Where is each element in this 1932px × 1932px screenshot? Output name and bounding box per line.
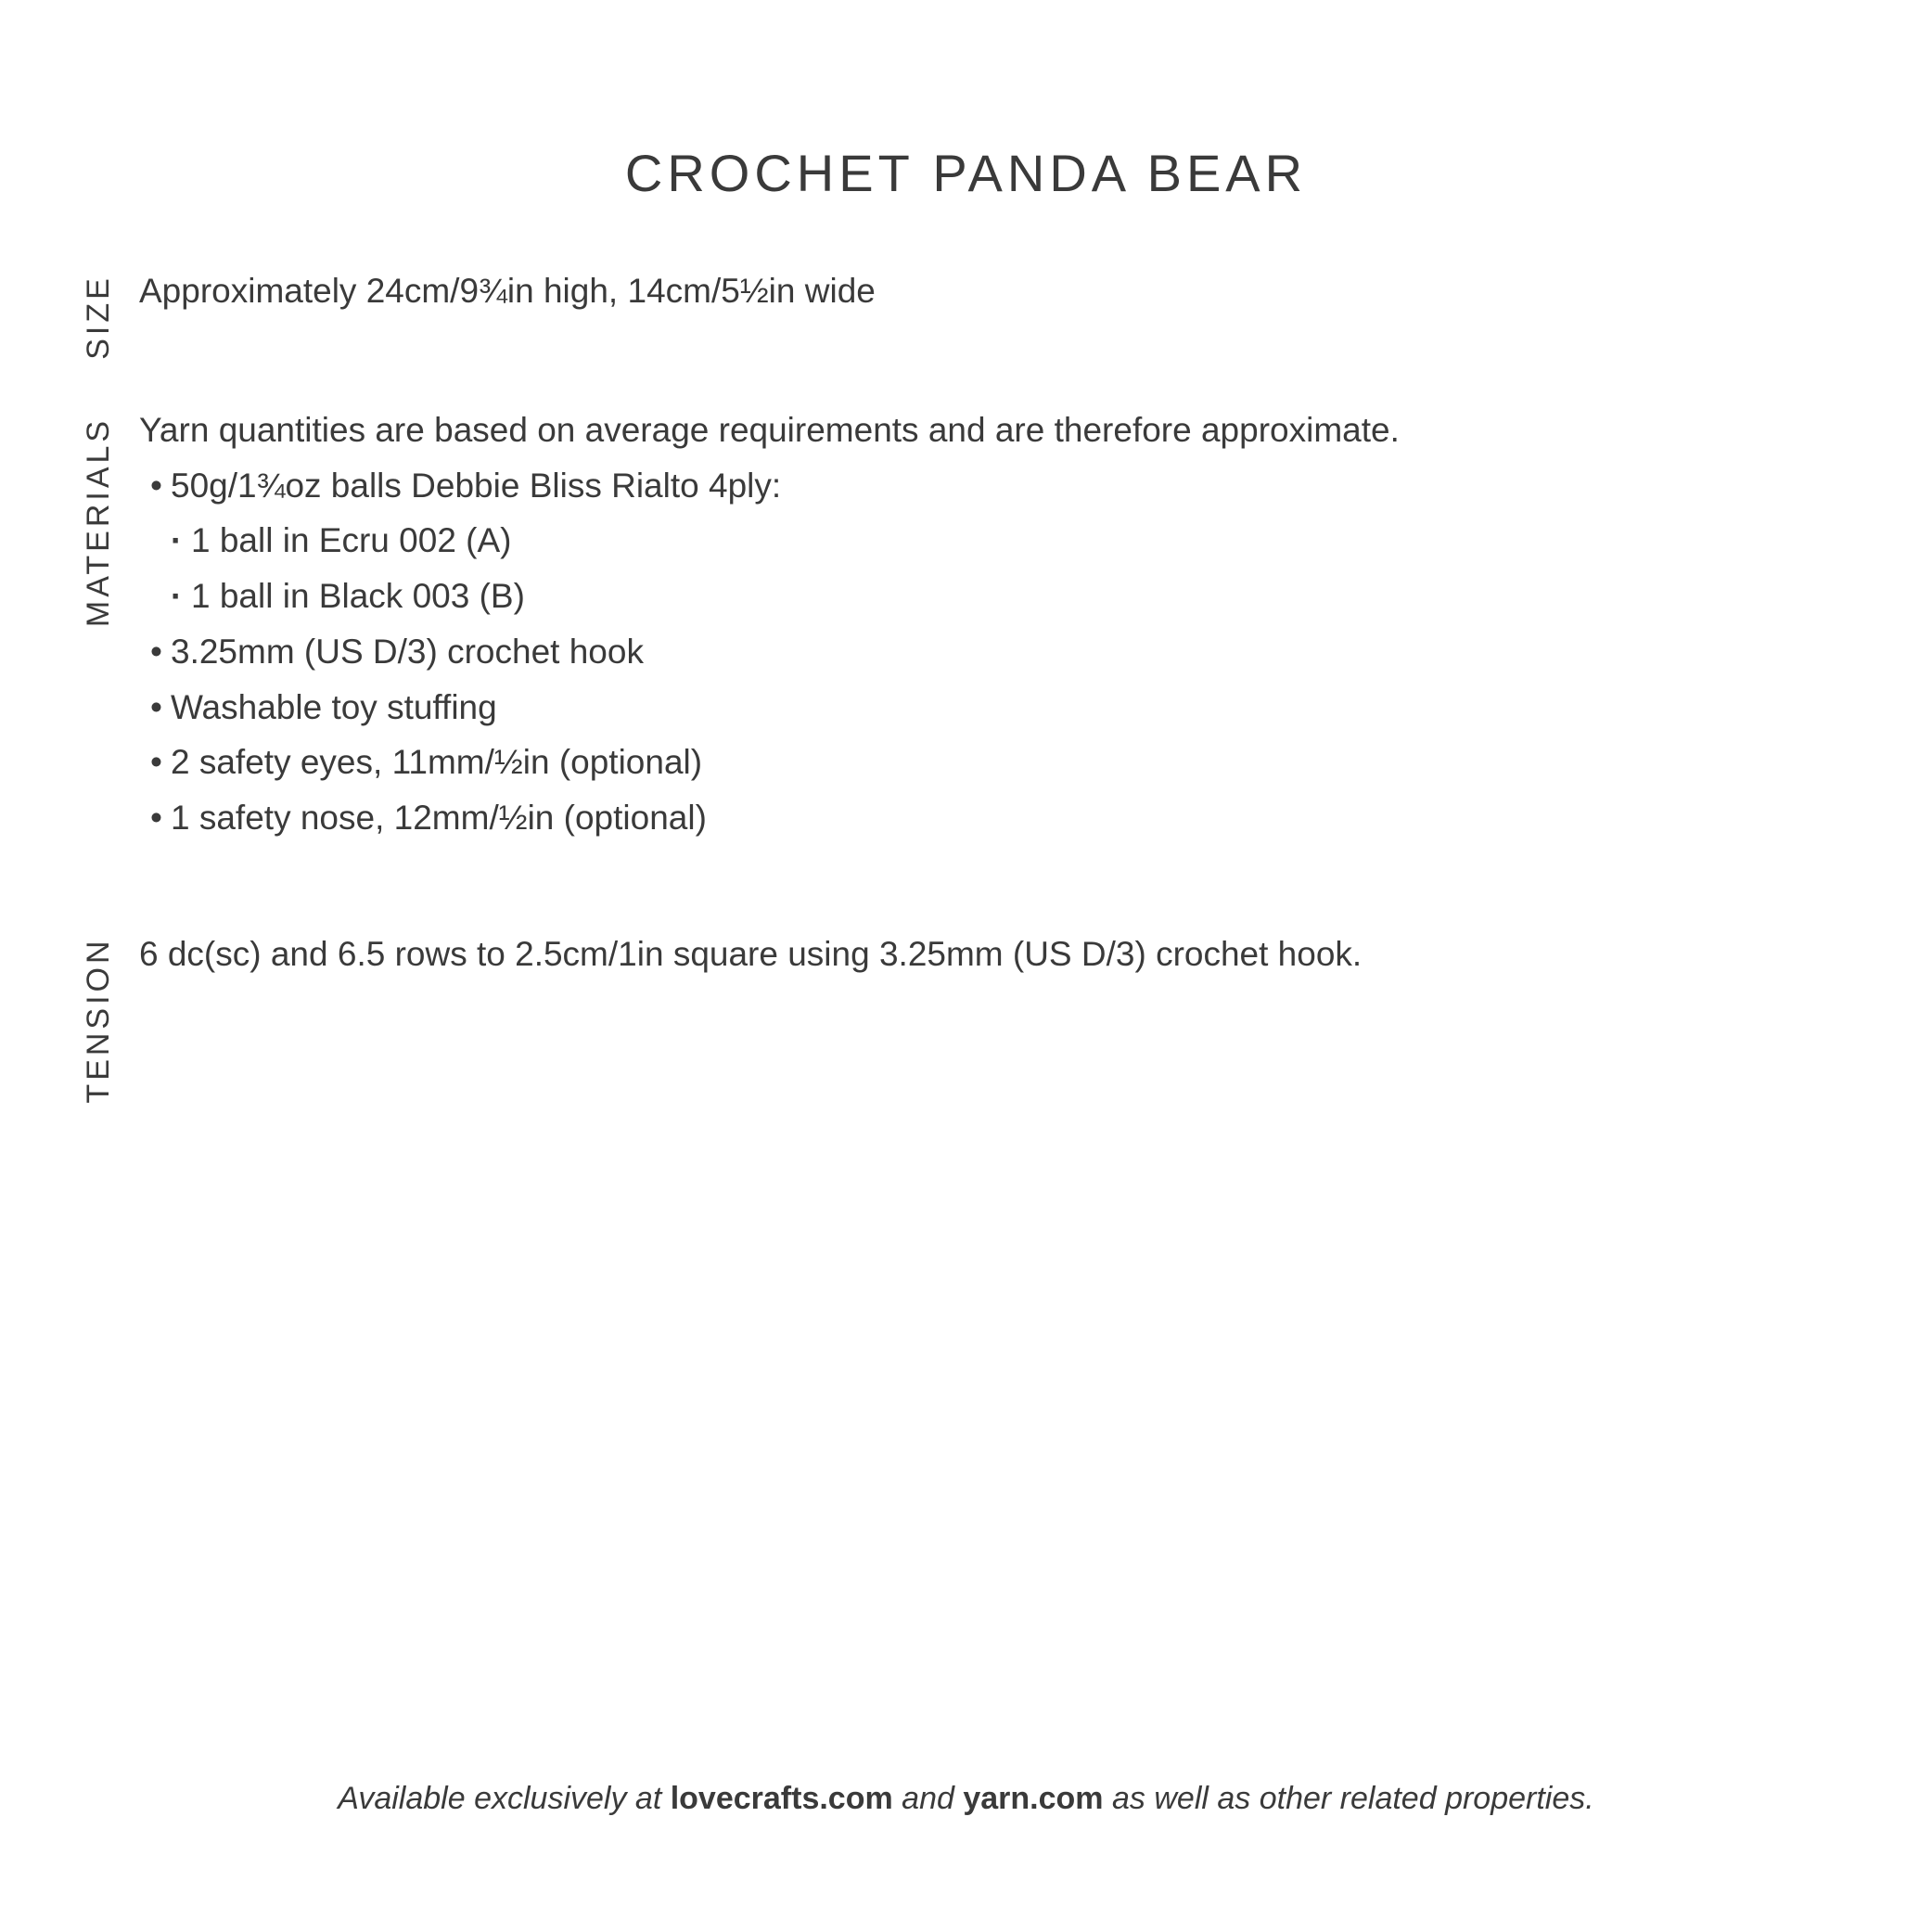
page-title: CROCHET PANDA BEAR [624, 144, 1308, 202]
footer [0, 1781, 1932, 1817]
materials-list [139, 403, 1400, 846]
tension-text: 6 dc(sc) and 6.5 rows to 2.5cm/1in square using 3.25mm (US D/3) crochet hook. [139, 935, 1363, 973]
list-item: • 50g/1¾oz balls Debbie Bliss Rialto 4ply: [139, 458, 1400, 514]
list-item: • 1 safety nose, 12mm/½in (optional) [139, 790, 1400, 846]
list-item: • 2 safety eyes, 11mm/½in (optional) [139, 735, 1400, 790]
size-text: Approximately 24cm/9¾in high, 14cm/5½in wide [139, 272, 876, 310]
footer-text: and [902, 1781, 954, 1816]
list-item: · 1 ball in Ecru 002 (A) [139, 513, 1400, 569]
section-label-size: SIZE [81, 275, 116, 360]
list-item: • 3.25mm (US D/3) crochet hook [139, 624, 1400, 680]
footer-text: Available exclusively at [338, 1781, 662, 1816]
footer-text: as well as other related properties. [1112, 1781, 1594, 1816]
section-label-materials: MATERIALS [81, 416, 116, 628]
list-item: · 1 ball in Black 003 (B) [139, 569, 1400, 624]
list-item: • Washable toy stuffing [139, 680, 1400, 736]
section-label-tension: TENSION [81, 937, 116, 1104]
footer-link-yarn[interactable]: yarn.com [963, 1781, 1104, 1816]
materials-intro: Yarn quantities are based on average requirements and are therefore approximate. [139, 411, 1400, 449]
footer-link-lovecrafts[interactable]: lovecrafts.com [670, 1781, 893, 1816]
